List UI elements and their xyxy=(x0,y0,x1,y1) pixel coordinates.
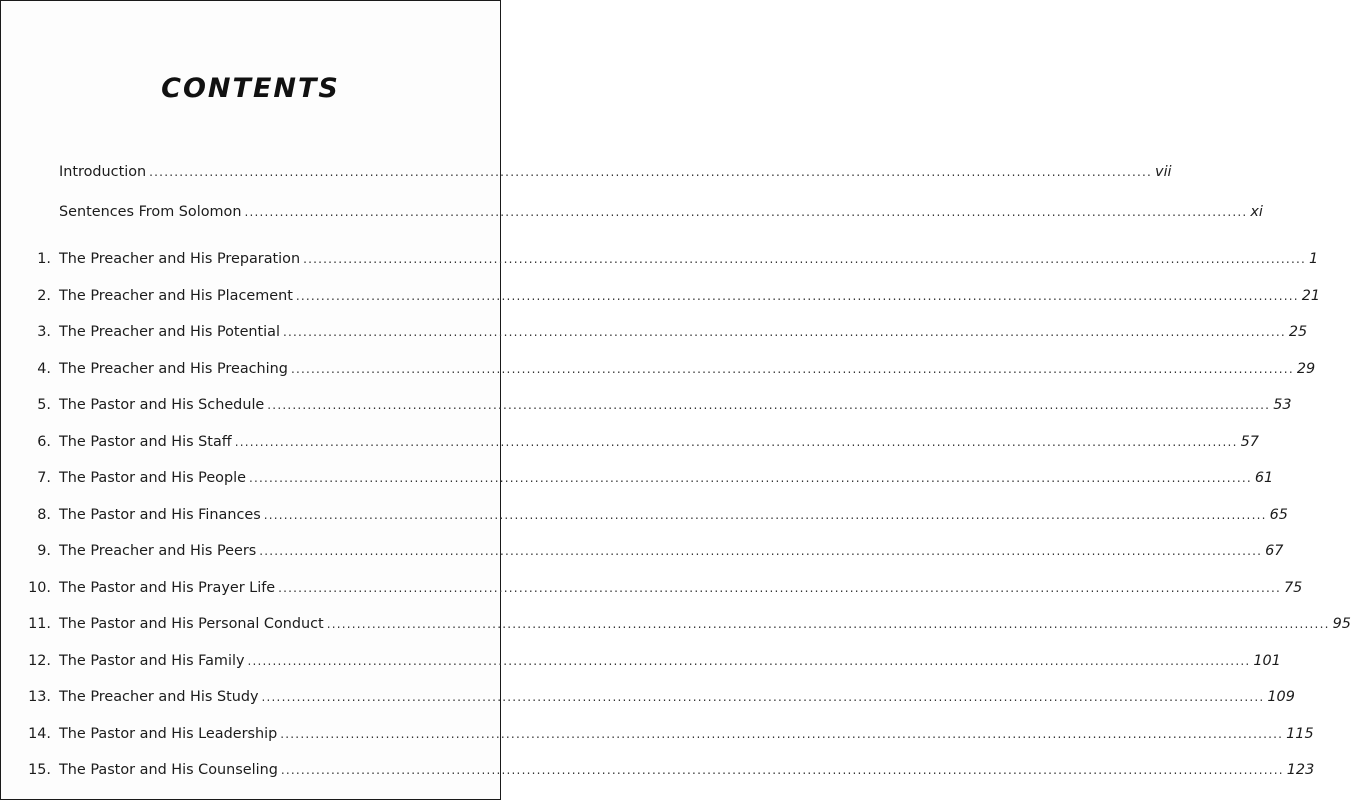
toc-entry xyxy=(59,540,1284,562)
toc-entry xyxy=(59,431,1259,453)
chapter-number: 1. xyxy=(37,251,51,267)
chapter-number: 13. xyxy=(28,689,51,705)
toc-entry-title: The Preacher and His Placement xyxy=(59,288,293,304)
toc-entry xyxy=(59,321,1308,343)
chapter-number: 10. xyxy=(28,580,51,596)
toc-chapter-15 xyxy=(1,759,1315,781)
dot-leader: ........................................................................................................................................................................................................ xyxy=(283,325,1286,339)
toc-entry xyxy=(59,759,1315,781)
toc-chapter-2 xyxy=(1,285,1321,307)
toc-entry-introduction xyxy=(1,161,1172,183)
dot-leader: ........................................................................................................................................................................................................ xyxy=(303,252,1306,266)
chapter-number: 4. xyxy=(37,361,51,377)
toc-page-number: xi xyxy=(1250,204,1263,220)
dot-leader: ........................................................................................................................................................................................................ xyxy=(247,654,1251,668)
chapter-number: 15. xyxy=(28,762,51,778)
dot-leader: ........................................................................................................................................................................................................ xyxy=(244,205,1248,219)
toc-page-number: 61 xyxy=(1254,470,1274,486)
toc-entry-title: The Preacher and His Preparation xyxy=(59,251,301,267)
toc-entry xyxy=(59,577,1303,599)
dot-leader: ........................................................................................................................................................................................................ xyxy=(263,508,1267,522)
toc-entry-title: The Pastor and His Family xyxy=(59,653,245,669)
dot-leader: ........................................................................................................................................................................................................ xyxy=(326,617,1330,631)
dot-leader: ........................................................................................................................................................................................................ xyxy=(267,398,1271,412)
toc-entry-title: The Preacher and His Potential xyxy=(59,324,280,340)
toc-entry xyxy=(59,650,1281,672)
chapter-number: 11. xyxy=(28,616,51,632)
toc-page-number: 1 xyxy=(1308,251,1319,267)
page-title: CONTENTS xyxy=(161,73,340,104)
toc-page-number: 65 xyxy=(1269,507,1288,523)
toc-chapter-12 xyxy=(1,650,1281,672)
toc-entry xyxy=(59,723,1314,745)
toc-page-number: 115 xyxy=(1286,726,1314,742)
toc-page-number: 95 xyxy=(1332,616,1351,632)
toc-entry-sentences xyxy=(1,201,1263,223)
toc-entry xyxy=(59,686,1295,708)
toc-entry-title: The Pastor and His Counseling xyxy=(59,762,278,778)
toc-chapter-5 xyxy=(1,394,1292,416)
toc-entry-title: The Pastor and His Finances xyxy=(59,507,261,523)
dot-leader: ........................................................................................................................................................................................................ xyxy=(248,471,1252,485)
chapter-number: 8. xyxy=(37,507,51,523)
toc-chapter-9 xyxy=(1,540,1284,562)
dot-leader: ........................................................................................................................................................................................................ xyxy=(295,289,1299,303)
toc-entry xyxy=(59,248,1319,270)
toc-chapter-7 xyxy=(1,467,1274,489)
chapter-number: 12. xyxy=(28,653,51,669)
chapter-number: 14. xyxy=(28,726,51,742)
toc-page-number: 53 xyxy=(1273,397,1292,413)
toc-entry-title: The Preacher and His Peers xyxy=(59,543,257,559)
toc-entry-title: The Pastor and His Leadership xyxy=(59,726,278,742)
toc-entry-title: The Pastor and His People xyxy=(59,470,246,486)
toc-entry xyxy=(59,467,1274,489)
toc-entry-title: The Preacher and His Study xyxy=(59,689,259,705)
toc-entry-title: Sentences From Solomon xyxy=(59,204,242,220)
toc-entry xyxy=(59,504,1288,526)
toc-entry-title: The Pastor and His Personal Conduct xyxy=(59,616,324,632)
dot-leader: ........................................................................................................................................................................................................ xyxy=(261,690,1265,704)
toc-chapter-6 xyxy=(1,431,1259,453)
dot-leader: ........................................................................................................................................................................................................ xyxy=(280,727,1284,741)
toc-entry-title: The Pastor and His Prayer Life xyxy=(59,580,276,596)
toc-page-number: vii xyxy=(1155,164,1172,180)
chapter-number: 7. xyxy=(37,470,51,486)
toc-chapter-13 xyxy=(1,686,1295,708)
dot-leader: ........................................................................................................................................................................................................ xyxy=(234,435,1238,449)
chapter-number: 5. xyxy=(37,397,51,413)
toc-chapter-14 xyxy=(1,723,1314,745)
toc-page-number: 25 xyxy=(1288,324,1308,340)
chapter-number: 6. xyxy=(37,434,51,450)
toc-entry xyxy=(59,201,1263,223)
toc-page-number: 123 xyxy=(1286,762,1315,778)
toc-entry-title: The Pastor and His Schedule xyxy=(59,397,265,413)
toc-page-number: 109 xyxy=(1267,689,1295,705)
dot-leader: ........................................................................................................................................................................................................ xyxy=(290,362,1294,376)
toc-page-number: 21 xyxy=(1301,288,1321,304)
toc-chapter-4 xyxy=(1,358,1316,380)
toc-entry-title: The Pastor and His Staff xyxy=(59,434,232,450)
dot-leader: ........................................................................................................................................................................................................ xyxy=(149,165,1153,179)
toc-page-number: 75 xyxy=(1284,580,1303,596)
toc-chapter-1 xyxy=(1,248,1319,270)
chapter-number: 9. xyxy=(37,543,51,559)
dot-leader: ........................................................................................................................................................................................................ xyxy=(259,544,1263,558)
toc-chapter-8 xyxy=(1,504,1288,526)
toc-entry xyxy=(59,285,1321,307)
toc-entry xyxy=(59,613,1351,635)
chapter-number: 3. xyxy=(37,324,51,340)
toc-entry-title: Introduction xyxy=(59,164,147,180)
toc-entry xyxy=(59,161,1172,183)
toc-chapter-11 xyxy=(1,613,1351,635)
toc-entry xyxy=(59,394,1292,416)
toc-page-number: 67 xyxy=(1265,543,1284,559)
toc-page-number: 101 xyxy=(1253,653,1281,669)
dot-leader: ........................................................................................................................................................................................................ xyxy=(280,763,1284,777)
toc-page-number: 57 xyxy=(1240,434,1259,450)
toc-entry-title: The Preacher and His Preaching xyxy=(59,361,288,377)
chapter-number: 2. xyxy=(37,288,51,304)
toc-page-number: 29 xyxy=(1296,361,1316,377)
toc-entry xyxy=(59,358,1316,380)
dot-leader: ........................................................................................................................................................................................................ xyxy=(278,581,1282,595)
toc-chapter-10 xyxy=(1,577,1303,599)
toc-chapter-3 xyxy=(1,321,1308,343)
